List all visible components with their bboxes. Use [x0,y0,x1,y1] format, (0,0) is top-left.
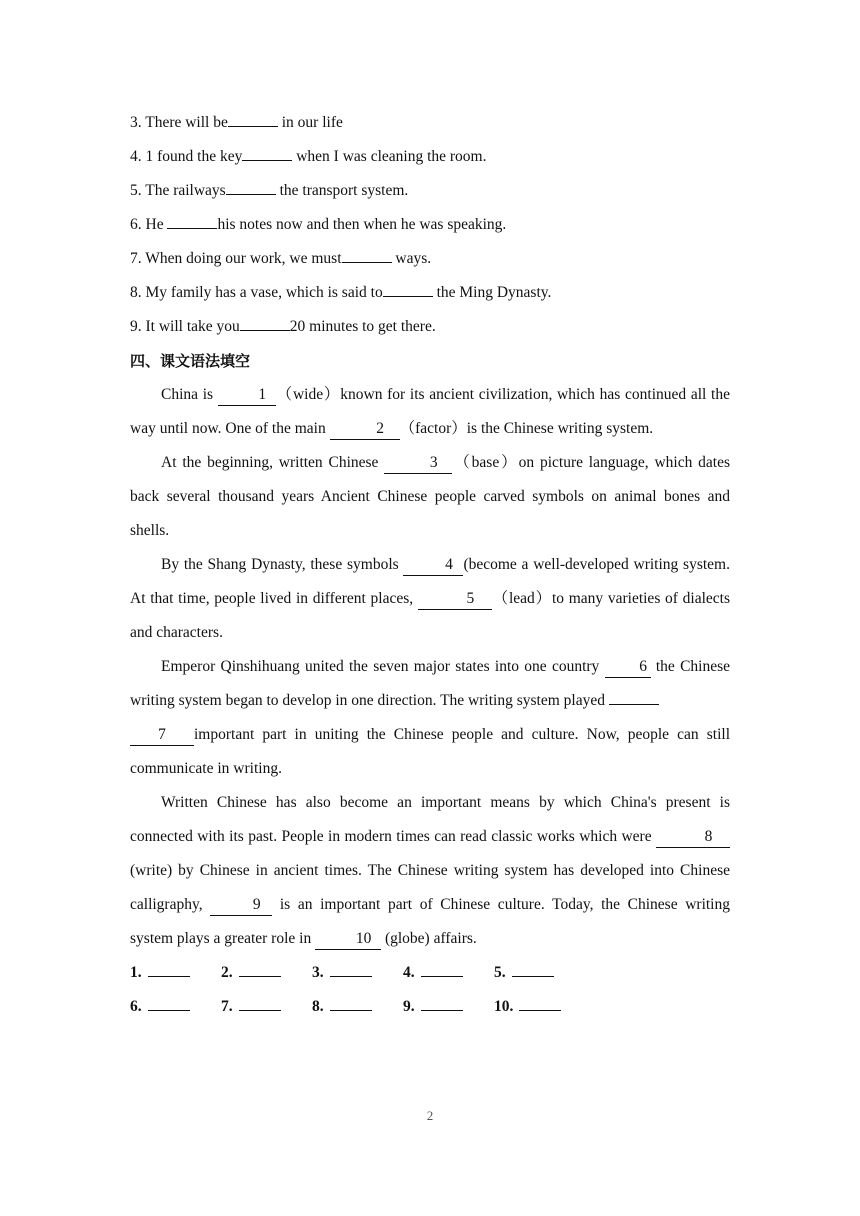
blank[interactable] [240,310,290,331]
passage-paragraph-5: Written Chinese has also become an important means by which China's present is connected with its past. People in modern times can read classic works which were 8(write) by Chinese in ancient times. The Chinese writing system has developed into Chinese calligraphy, 9 is an important part of Chinese culture. Today, the Chinese writing system plays a greater role in 10 (globe) affairs. [130,786,730,956]
answer-row-2 [130,990,730,1024]
answer-item[interactable]: 8. [312,990,403,1024]
answer-item[interactable]: 2. [221,956,312,990]
passage-paragraph-1: China is 1 （wide）known for its ancient civilization, which has continued all the way until now. One of the main 2 （factor）is the Chinese writing system. [130,378,730,446]
answer-item[interactable]: 5. [494,956,585,990]
blank-7-start[interactable] [609,684,659,705]
page-number: 2 [426,1108,434,1123]
blank-7[interactable]: 7 [130,725,194,746]
blank[interactable] [228,106,278,127]
passage-paragraph-2: At the beginning, written Chinese 3 （base）on picture language, which dates back several thousand years Ancient Chinese people carved symbols on animal bones and shells. [130,454,731,539]
sentence-3: 3. There will be in our life [130,106,730,140]
sentence-8: 8. My family has a vase, which is said to the Ming Dynasty. [130,276,730,310]
sentence-9: 9. It will take you 20 minutes to get there. [130,310,730,344]
sentence-5: 5. The railways the transport system. [130,174,730,208]
answer-row-1 [130,956,730,990]
sentence-4: 4. 1 found the key when I was cleaning the room. [130,140,730,174]
answer-item[interactable]: 4. [403,956,494,990]
answer-item[interactable]: 3. [312,956,403,990]
blank-3[interactable]: 3 [384,453,452,474]
blank-8[interactable]: 8 [656,827,730,848]
answer-item[interactable]: 1. [130,956,221,990]
blank-2[interactable]: 2 [330,419,400,440]
answer-item[interactable]: 6. [130,990,221,1024]
blank[interactable] [226,174,276,195]
worksheet-page [130,106,730,1024]
answer-item[interactable]: 9. [403,990,494,1024]
passage-paragraph-4: Emperor Qinshihuang united the seven major states into one country 6 the Chinese writing system began to develop in one direction. The writing system played [130,658,731,709]
blank-6[interactable]: 6 [605,657,651,678]
section-title: 四、课文语法填空 [130,352,251,370]
blank-1[interactable]: 1 [218,385,276,406]
blank-4[interactable]: 4 [403,555,463,576]
passage-paragraph-4-cont: 7 important part in uniting the Chinese people and culture. Now, people can still communicate in writing. [130,726,730,777]
blank[interactable] [167,208,217,229]
blank-9[interactable]: 9 [210,895,272,916]
sentence-7: 7. When doing our work, we must ways. [130,242,730,276]
blank[interactable] [342,242,392,263]
passage-paragraph-3: By the Shang Dynasty, these symbols 4 (become a well-developed writing system. At that time, people lived in different places, 5 （lead）to many varieties of dialects and characters. [130,556,730,641]
sentence-6: 6. He his notes now and then when he was speaking. [130,208,730,242]
blank-10[interactable]: 10 [315,929,381,950]
answer-item[interactable]: 7. [221,990,312,1024]
blank-5[interactable]: 5 [418,589,492,610]
blank[interactable] [242,140,292,161]
answer-item[interactable]: 10. [494,990,585,1024]
blank[interactable] [383,276,433,297]
